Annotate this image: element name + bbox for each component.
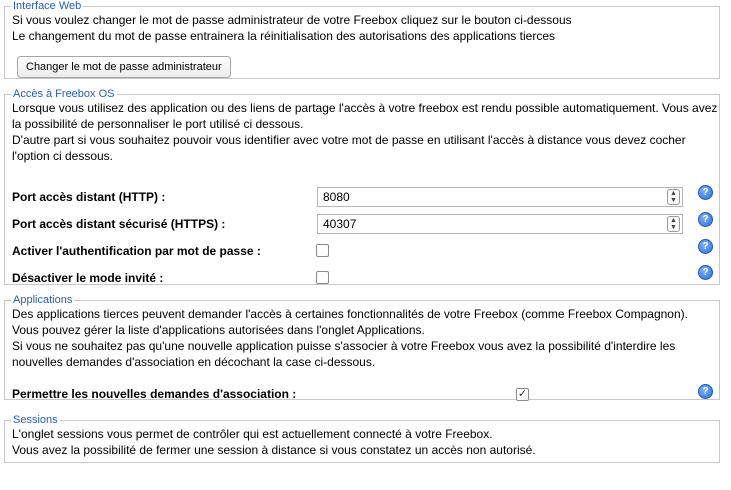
sessions-legend: Sessions [13,414,58,426]
checkmark-icon: ✓ [517,388,528,400]
allow-new-association-label: Permettre les nouvelles demandes d'association : [12,387,297,401]
stepper-down-icon[interactable]: ▼ [670,224,677,231]
interface-web-legend: Interface Web [13,0,82,12]
help-icon[interactable]: ? [698,239,713,254]
acces-text-1: Lorsque vous utilisez des application ou des liens de partage l'accès à votre freebox est rendu possible automatiquement. Vous avez [12,101,718,115]
help-icon[interactable]: ? [698,212,713,227]
allow-new-association-checkbox[interactable] [516,388,529,401]
change-admin-password-button[interactable]: Changer le mot de passe administrateur [17,56,231,78]
applications-legend: Applications [13,294,73,306]
sessions-text-2: Vous avez la possibilité de fermer une session à distance si vous constatez un accès non autorisé. [12,443,536,457]
acces-text-2: la possibilité de personnaliser le port utilisé ci dessous. [12,117,304,131]
sessions-section [4,414,720,463]
help-icon[interactable]: ? [698,265,713,280]
port-http-input[interactable] [317,187,683,207]
applications-text-3: Si vous ne souhaitez pas qu'une nouvelle application puisse s'associer à votre Freebox vous avez la possibilité d'interdire les [12,339,676,353]
port-https-input[interactable] [317,214,683,234]
acces-freebox-os-section [4,88,720,285]
interface-web-section [4,0,720,79]
guest-mode-label: Désactiver le mode invité : [12,271,164,285]
acces-freebox-os-legend: Accès à Freebox OS [13,88,115,100]
applications-text-2: Vous pouvez gérer la liste d'applications autorisées dans l'onglet Applications. [12,323,425,337]
port-https-label: Port accès distant sécurisé (HTTPS) : [12,217,226,231]
guest-mode-checkbox[interactable] [316,271,329,284]
port-http-label: Port accès distant (HTTP) : [12,190,166,204]
port-https-stepper[interactable] [667,216,680,232]
interface-web-text-2: Le changement du mot de passe entrainera la réinitialisation des autorisations des applications tierces [12,29,555,43]
help-icon[interactable]: ? [698,185,713,200]
interface-web-text-1: Si vous voulez changer le mot de passe administrateur de votre Freebox cliquez sur le bouton ci-dessous [12,13,572,27]
port-http-stepper[interactable] [667,189,680,205]
applications-text-4: nouvelles demandes d'association en décochant la case ci-dessous. [12,355,376,369]
auth-password-checkbox[interactable] [316,244,329,257]
acces-text-4: l'option ci dessous. [12,149,114,163]
help-icon[interactable]: ? [698,384,713,399]
auth-password-label: Activer l'authentification par mot de passe : [12,244,261,258]
stepper-up-icon[interactable]: ▲ [670,190,677,197]
port-https-value: 40307 [323,217,357,231]
port-http-value: 8080 [323,190,350,204]
applications-text-1: Des applications tierces peuvent demander l'accès à certaines fonctionnalités de votre Freebox (comme Freebox Compagnon). [12,307,688,321]
stepper-up-icon[interactable]: ▲ [670,217,677,224]
stepper-down-icon[interactable]: ▼ [670,197,677,204]
acces-text-3: D'autre part si vous souhaitez pouvoir vous identifier avec votre mot de passe en utilisant l'accès à distance vous devez cocher [12,133,686,147]
sessions-text-1: L'onglet sessions vous permet de contrôler qui est actuellement connecté à votre Freebox. [12,427,493,441]
applications-section [4,294,720,400]
